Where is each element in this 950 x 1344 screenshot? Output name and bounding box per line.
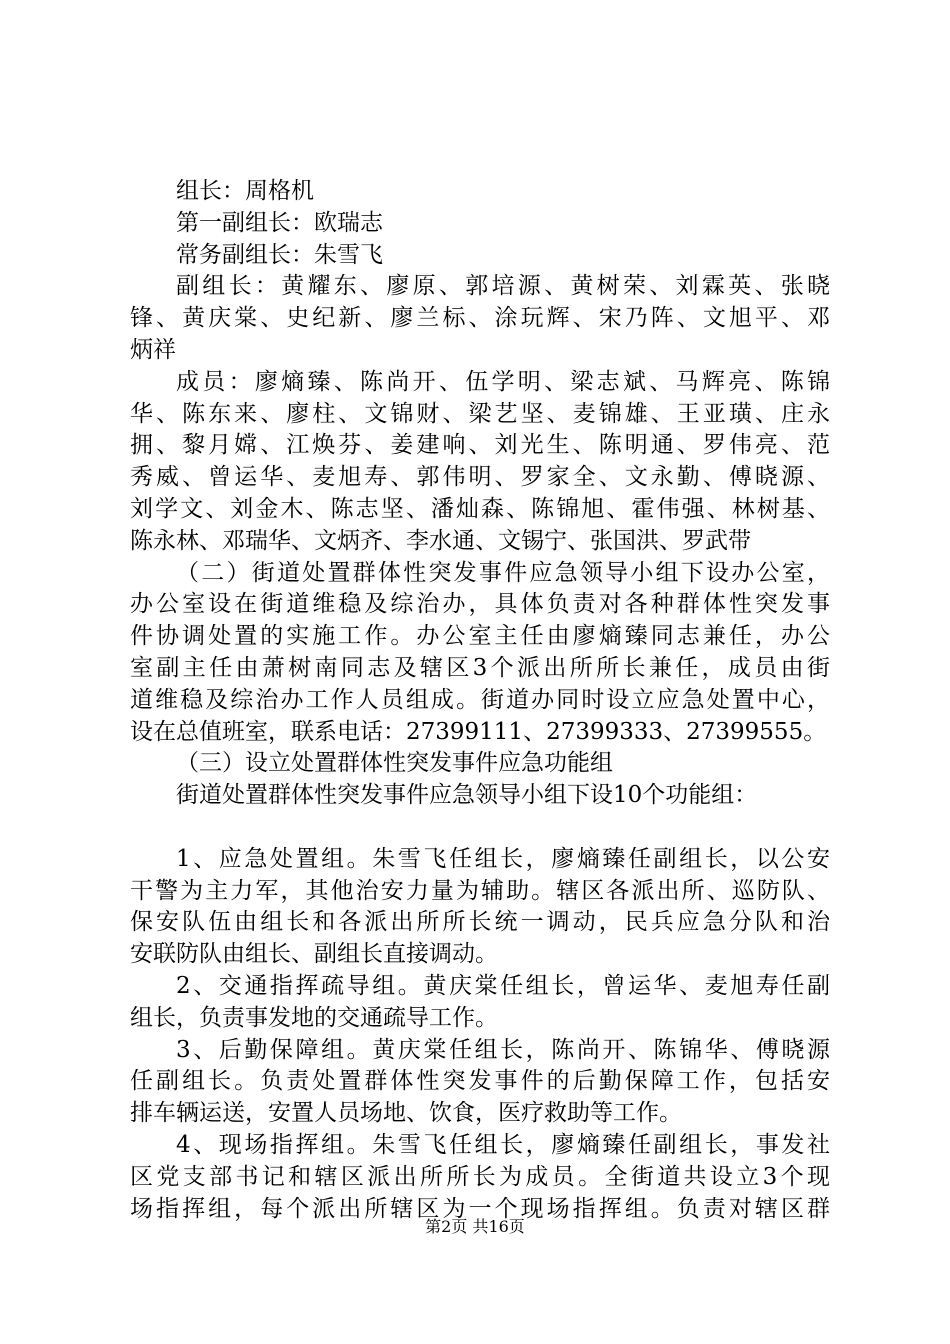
text-line-office-2: 办公室设在街道维稳及综治办，具体负责对各种群体性突发事 [130, 591, 830, 618]
text-line-section-3-heading: （三）设立处置群体性突发事件应急功能组 [176, 750, 613, 777]
text-line-group-1-3: 保安队伍由组长和各派出所所长统一调动，民兵应急分队和治 [130, 909, 830, 936]
text-line-members-1: 成员：廖熵臻、陈尚开、伍学明、梁志斌、马辉亮、陈锦 [176, 368, 830, 395]
text-line-group-3-1: 3、后勤保障组。黄庆棠任组长，陈尚开、陈锦华、傅晓源 [176, 1036, 830, 1063]
text-line-office-3: 件协调处置的实施工作。办公室主任由廖熵臻同志兼任，办公 [130, 623, 830, 650]
paragraph-gap [130, 812, 830, 844]
text-line-group-2-2: 组长，负责事发地的交通疏导工作。 [130, 1004, 498, 1031]
text-line-executive-deputy: 常务副组长：朱雪飞 [176, 241, 383, 268]
text-line-section-3-intro: 街道处置群体性突发事件应急领导小组下设10个功能组： [176, 782, 758, 809]
text-line-office-5: 道维稳及综治办工作人员组成。街道办同时设立应急处置中心， [130, 686, 830, 713]
text-line-deputies-1: 副组长：黄耀东、廖原、郭培源、黄树荣、刘霖英、张晓 [176, 273, 830, 300]
text-line-members-2: 华、陈东来、廖柱、文锦财、梁艺坚、麦锦雄、王亚璜、庄永 [130, 400, 830, 427]
text-line-office-1: （二）街道处置群体性突发事件应急领导小组下设办公室， [176, 559, 830, 586]
text-line-group-4-1: 4、现场指挥组。朱雪飞任组长，廖熵臻任副组长，事发社 [176, 1131, 830, 1158]
text-line-deputies-3: 炳祥 [130, 336, 176, 363]
text-line-members-3: 拥、黎月嫦、江焕芬、姜建响、刘光生、陈明通、罗伟亮、范 [130, 432, 830, 459]
text-line-office-6: 设在总值班室，联系电话：27399111、27399333、27399555。 [130, 718, 827, 745]
text-line-group-1-1: 1、应急处置组。朱雪飞任组长，廖熵臻任副组长，以公安 [176, 845, 830, 872]
text-line-group-2-1: 2、交通指挥疏导组。黄庆棠任组长，曾运华、麦旭寿任副 [176, 972, 830, 999]
text-line-group-4-2: 区党支部书记和辖区派出所所长为成员。全街道共设立3个现 [130, 1163, 830, 1190]
text-line-group-3-2: 任副组长。负责处置群体性突发事件的后勤保障工作，包括安 [130, 1068, 830, 1095]
text-line-group-1-4: 安联防队由组长、副组长直接调动。 [130, 941, 498, 968]
text-line-members-5: 刘学文、刘金木、陈志坚、潘灿森、陈锦旭、霍伟强、林树基、 [130, 495, 830, 522]
text-line-leader: 组长：周格机 [176, 178, 314, 204]
text-line-members-4: 秀威、曾运华、麦旭寿、郭伟明、罗家全、文永勤、傅晓源、 [130, 464, 830, 491]
text-line-group-4-3: 场指挥组，每个派出所辖区为一个现场指挥组。负责对辖区群 [130, 1195, 830, 1222]
text-line-first-deputy: 第一副组长：欧瑞志 [176, 209, 383, 236]
text-line-members-6: 陈永林、邓瑞华、文炳齐、李水通、文锡宁、张国洪、罗武带 [130, 527, 751, 554]
text-line-group-1-2: 干警为主力军，其他治安力量为辅助。辖区各派出所、巡防队、 [130, 877, 830, 904]
text-line-office-4: 室副主任由萧树南同志及辖区3个派出所所长兼任，成员由街 [130, 654, 830, 681]
text-line-deputies-2: 锋、黄庆棠、史纪新、廖兰标、涂玩辉、宋乃阵、文旭平、邓 [130, 305, 830, 332]
document-body [130, 176, 830, 1225]
page-number-footer: 第2页 共16页 [425, 1217, 525, 1236]
text-line-group-3-3: 排车辆运送，安置人员场地、饮食，医疗救助等工作。 [130, 1100, 682, 1127]
